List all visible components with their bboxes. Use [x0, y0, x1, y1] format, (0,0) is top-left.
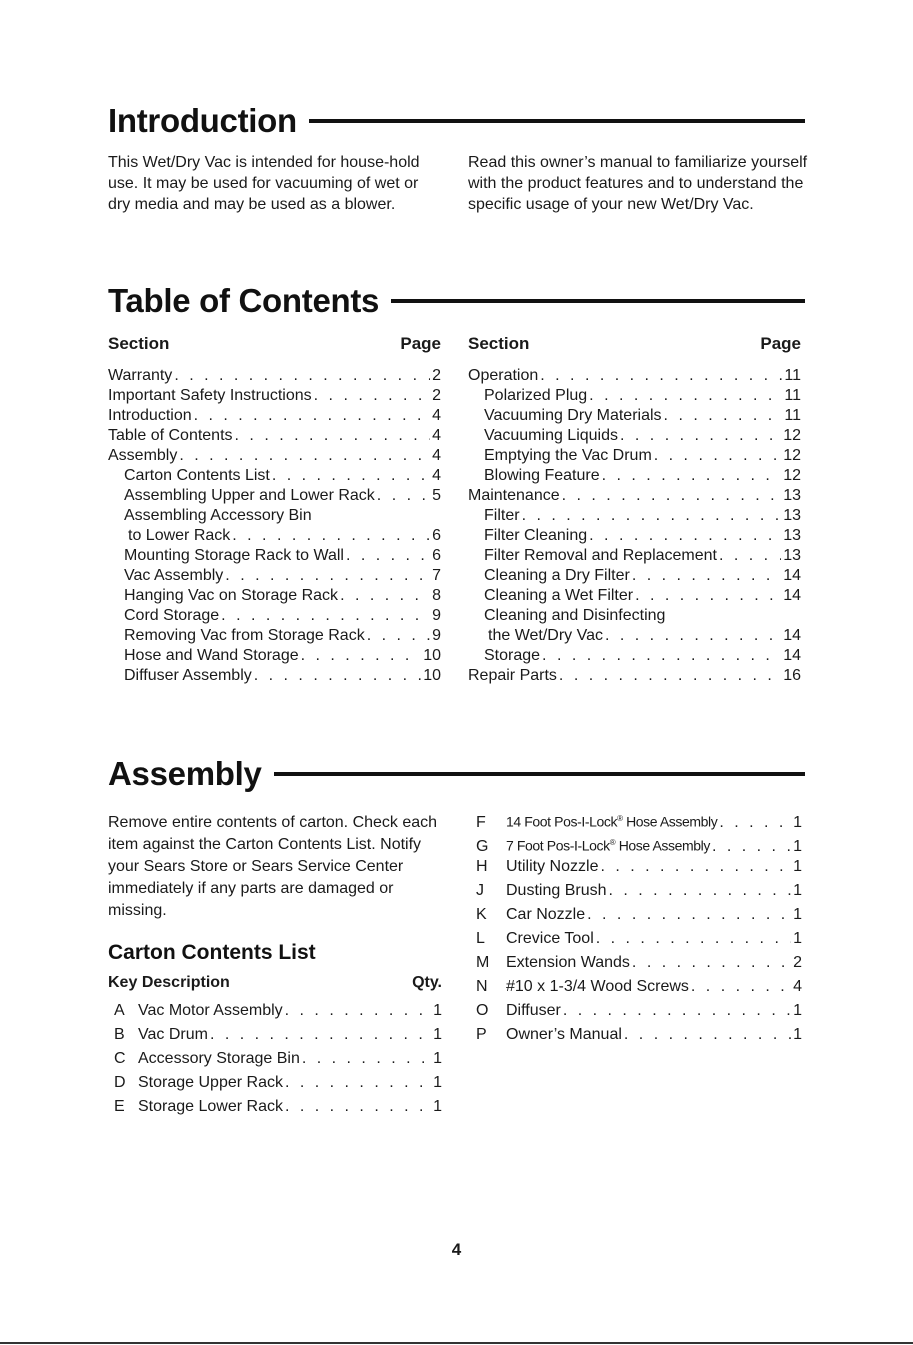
- toc-entry-title: Table of Contents: [108, 427, 233, 444]
- dot-leader: [562, 486, 782, 506]
- dot-leader: [194, 406, 430, 426]
- toc-entry-title: Vacuuming Liquids: [484, 427, 619, 444]
- toc-entry: [468, 546, 801, 566]
- toc-entry-page: 9: [432, 627, 441, 644]
- dot-leader: [174, 366, 430, 386]
- toc-entry-title: Operation: [468, 367, 539, 384]
- section-label: Section: [468, 334, 530, 353]
- toc-entry-page: 13: [783, 487, 801, 504]
- toc-entry: [108, 586, 441, 606]
- part-qty: 1: [793, 1002, 802, 1019]
- part-key: L: [476, 930, 485, 947]
- toc-entry-page: 11: [784, 407, 801, 424]
- dot-leader: [522, 506, 782, 526]
- part-description-text: Extension Wands: [506, 954, 630, 971]
- part-qty: 1: [793, 858, 802, 875]
- toc-entry-page: 9: [432, 607, 441, 624]
- toc-entry: [468, 606, 801, 626]
- toc-entry: [108, 366, 441, 386]
- dot-leader: [272, 466, 430, 486]
- part-qty: 1: [433, 1098, 442, 1115]
- toc-entry-page: 13: [783, 507, 801, 524]
- part-description: [506, 975, 689, 999]
- part-qty: 4: [793, 978, 802, 995]
- part-key: F: [476, 813, 486, 831]
- dot-leader: [367, 626, 430, 646]
- toc-entry-page: 12: [783, 427, 801, 444]
- part-qty: 1: [793, 837, 802, 855]
- part-qty: 1: [433, 1002, 442, 1019]
- toc-entry: [468, 566, 801, 586]
- part-description-text: Hose Assembly: [615, 837, 710, 854]
- assembly-title: Assembly: [108, 755, 262, 792]
- part-row: [476, 807, 802, 831]
- dot-leader: [285, 1071, 431, 1095]
- dot-leader: [624, 1023, 791, 1047]
- toc-column-header: [468, 334, 801, 354]
- part-row: [476, 951, 802, 975]
- part-row: [108, 1023, 442, 1047]
- introduction-left-text: This Wet/Dry Vac is intended for house-hold use. It may be used for vacuuming of wet or dry media and may be used as a blower.: [108, 154, 420, 213]
- toc-entry-title: Hanging Vac on Storage Rack: [124, 587, 339, 604]
- introduction-title: Introduction: [108, 102, 297, 139]
- toc-entry-page: 6: [432, 547, 441, 564]
- toc-entry-title: Warranty: [108, 367, 173, 384]
- dot-leader: [635, 586, 781, 606]
- part-key: B: [114, 1026, 125, 1043]
- part-description-text: 7 Foot Pos-I-Lock: [506, 837, 610, 854]
- dot-leader: [719, 811, 791, 835]
- dot-leader: [210, 1023, 431, 1047]
- key-label: Key: [108, 974, 138, 991]
- part-description-text: Car Nozzle: [506, 906, 586, 923]
- part-row: [108, 1071, 442, 1095]
- toc-entry-title: Hose and Wand Storage: [124, 647, 299, 664]
- dot-leader: [301, 646, 422, 666]
- toc-list-left: [108, 366, 441, 686]
- toc-entry-page: 4: [432, 467, 441, 484]
- dot-leader: [632, 566, 781, 586]
- part-description-text: 14 Foot Pos-I-Lock: [506, 813, 618, 830]
- part-key: K: [476, 906, 487, 923]
- toc-entry: [468, 666, 801, 686]
- description-label: Description: [141, 974, 230, 991]
- toc-entry-title: Cleaning and Disinfecting: [484, 607, 666, 624]
- dot-leader: [314, 386, 430, 406]
- toc-entry: [108, 606, 441, 626]
- registered-mark: ®: [609, 838, 616, 847]
- dot-leader: [654, 446, 781, 466]
- toc-entry: [108, 646, 441, 666]
- toc-entry-page: 14: [783, 587, 801, 604]
- key-description-header: [108, 974, 230, 992]
- part-description: [506, 903, 585, 927]
- part-description: [506, 1023, 622, 1047]
- part-row: [476, 975, 802, 999]
- toc-entry: [108, 406, 441, 426]
- toc-entry: [468, 506, 801, 526]
- part-description: [506, 855, 598, 879]
- dot-leader: [589, 526, 781, 546]
- registered-mark: ®: [617, 814, 623, 823]
- toc-entry-title: Cleaning a Dry Filter: [484, 567, 630, 584]
- toc-entry-page: 13: [783, 527, 801, 544]
- toc-entry: [468, 626, 801, 646]
- toc-entry-page: 12: [783, 447, 801, 464]
- toc-entry: [468, 426, 801, 446]
- part-row: [476, 903, 802, 927]
- toc-entry-title: Carton Contents List: [124, 467, 270, 484]
- toc-entry-title: Filter: [484, 507, 520, 524]
- dot-leader: [221, 606, 430, 626]
- toc-entry-page: 4: [432, 447, 441, 464]
- part-key: M: [476, 954, 490, 971]
- part-qty: 1: [793, 882, 802, 899]
- part-key: O: [476, 1002, 489, 1019]
- toc-entry-page: 8: [432, 587, 441, 604]
- toc-list-right: [468, 366, 801, 686]
- part-key: P: [476, 1026, 487, 1043]
- part-key: G: [476, 837, 489, 855]
- part-key: H: [476, 858, 488, 875]
- page-label: Page: [400, 334, 441, 353]
- part-key: D: [114, 1074, 126, 1091]
- carton-contents-title: Carton Contents List: [108, 941, 316, 964]
- dot-leader: [225, 566, 430, 586]
- part-description: [506, 831, 710, 858]
- dot-leader: [609, 879, 792, 903]
- dot-leader: [235, 426, 431, 446]
- part-description-text: Diffuser: [506, 1002, 561, 1019]
- toc-entry: [468, 486, 801, 506]
- heading-rule: [274, 772, 805, 776]
- dot-leader: [285, 999, 431, 1023]
- toc-title: Table of Contents: [108, 282, 380, 319]
- toc-entry: [108, 386, 441, 406]
- part-description-text: Crevice Tool: [506, 930, 594, 947]
- part-qty: 1: [793, 906, 802, 923]
- toc-column-header: [108, 334, 441, 354]
- toc-entry-title: Vacuuming Dry Materials: [484, 407, 662, 424]
- toc-entry-page: 2: [432, 367, 441, 384]
- part-key: N: [476, 978, 488, 995]
- toc-entry-title: Introduction: [108, 407, 192, 424]
- toc-entry: [108, 506, 441, 526]
- part-description-text: Dusting Brush: [506, 882, 607, 899]
- part-qty: 1: [433, 1074, 442, 1091]
- toc-entry-title: Maintenance: [468, 487, 560, 504]
- dot-leader: [596, 927, 791, 951]
- part-key: E: [114, 1098, 125, 1115]
- toc-entry-page: 2: [432, 387, 441, 404]
- parts-table-header: [108, 974, 442, 992]
- toc-entry-title: Important Safety Instructions: [108, 387, 312, 404]
- toc-entry: [468, 646, 801, 666]
- part-key: A: [114, 1002, 125, 1019]
- toc-entry: [108, 426, 441, 446]
- part-key: C: [114, 1050, 126, 1067]
- toc-heading: [108, 282, 805, 320]
- part-qty: 1: [793, 1026, 802, 1043]
- part-qty: 1: [793, 813, 802, 831]
- dot-leader: [589, 386, 782, 406]
- toc-entry-page: 7: [432, 567, 441, 584]
- toc-entry-title: Vac Assembly: [124, 567, 224, 584]
- part-row: [476, 879, 802, 903]
- toc-entry: [108, 546, 441, 566]
- toc-entry-title: Storage: [484, 647, 541, 664]
- dot-leader: [559, 666, 781, 686]
- toc-entry-page: 5: [432, 487, 441, 504]
- toc-entry-page: 14: [783, 567, 801, 584]
- bottom-rule: [0, 1342, 913, 1344]
- toc-entry: [108, 486, 441, 506]
- part-description: [506, 879, 607, 903]
- section-label: Section: [108, 334, 170, 353]
- part-description-text: Utility Nozzle: [506, 858, 599, 875]
- toc-entry: [468, 466, 801, 486]
- introduction-heading: [108, 102, 805, 140]
- dot-leader: [605, 626, 781, 646]
- dot-leader: [302, 1047, 431, 1071]
- dot-leader: [587, 903, 791, 927]
- introduction-right-text: Read this owner’s manual to familiarize yourself with the product features and to understand the specific usage of your new Wet/Dry Vac.: [468, 154, 808, 213]
- toc-entry-page: 6: [432, 527, 441, 544]
- dot-leader: [340, 586, 430, 606]
- dot-leader: [563, 999, 791, 1023]
- part-row: [108, 1095, 442, 1119]
- part-row: [476, 831, 802, 855]
- dot-leader: [602, 466, 782, 486]
- part-description: Storage Lower Rack: [138, 1098, 283, 1115]
- toc-entry: [468, 386, 801, 406]
- page-number: 4: [451, 1240, 462, 1259]
- toc-entry: [108, 526, 441, 546]
- dot-leader: [346, 546, 430, 566]
- part-key: J: [476, 882, 484, 899]
- toc-entry-title: Repair Parts: [468, 667, 557, 684]
- part-row: [476, 855, 802, 879]
- toc-entry: [468, 366, 801, 386]
- part-row: [476, 1023, 802, 1047]
- part-row: [108, 999, 442, 1023]
- dot-leader: [285, 1095, 431, 1119]
- toc-entry-title: Blowing Feature: [484, 467, 600, 484]
- toc-entry: [468, 406, 801, 426]
- part-qty: 2: [793, 954, 802, 971]
- toc-entry-page: 10: [423, 647, 441, 664]
- toc-entry-title: Filter Cleaning: [484, 527, 588, 544]
- toc-entry-title: Removing Vac from Storage Rack: [124, 627, 365, 644]
- toc-entry: [468, 446, 801, 466]
- toc-entry-title: Mounting Storage Rack to Wall: [124, 547, 344, 564]
- toc-entry: [468, 586, 801, 606]
- toc-entry-title: Assembling Accessory Bin: [124, 507, 312, 524]
- dot-leader: [632, 951, 791, 975]
- part-description: [506, 999, 561, 1023]
- toc-entry-title: Filter Removal and Replacement: [484, 547, 717, 564]
- part-description-text: Hose Assembly: [622, 813, 718, 830]
- dot-leader: [620, 426, 781, 446]
- toc-entry-title: Assembling Upper and Lower Rack: [124, 487, 375, 504]
- dot-leader: [254, 666, 421, 686]
- part-description: Accessory Storage Bin: [138, 1050, 300, 1067]
- toc-left-column: [108, 334, 441, 686]
- toc-entry: [468, 526, 801, 546]
- heading-rule: [309, 119, 805, 123]
- assembly-text: Remove entire contents of carton. Check each item against the Carton Contents List. Notify your Sears Store or Sears Service Center immediately if any parts are damaged or missing.: [108, 814, 438, 919]
- toc-entry-page: 14: [783, 627, 801, 644]
- toc-entry-page: 4: [432, 427, 441, 444]
- part-description: Vac Drum: [138, 1026, 208, 1043]
- toc-entry-title: Polarized Plug: [484, 387, 588, 404]
- toc-entry-title: Cleaning a Wet Filter: [484, 587, 634, 604]
- toc-entry-title: Diffuser Assembly: [124, 667, 252, 684]
- dot-leader: [540, 366, 782, 386]
- toc-entry-page: 11: [784, 367, 801, 384]
- part-description-text: Owner’s Manual: [506, 1026, 622, 1043]
- dot-leader: [542, 646, 781, 666]
- part-description-text: #10 x 1-3/4 Wood Screws: [506, 978, 689, 995]
- toc-entry-title: to Lower Rack: [128, 527, 231, 544]
- part-description: Vac Motor Assembly: [138, 1002, 283, 1019]
- part-description: [506, 807, 717, 834]
- dot-leader: [179, 446, 430, 466]
- parts-list-right: [476, 807, 802, 1047]
- dot-leader: [664, 406, 783, 426]
- part-description: Storage Upper Rack: [138, 1074, 283, 1091]
- toc-entry-title: Emptying the Vac Drum: [484, 447, 652, 464]
- part-description: [506, 951, 630, 975]
- toc-entry: [108, 666, 441, 686]
- part-row: [108, 1047, 442, 1071]
- dot-leader: [600, 855, 791, 879]
- toc-entry-title: Assembly: [108, 447, 178, 464]
- toc-entry-page: 12: [783, 467, 801, 484]
- part-description: [506, 927, 594, 951]
- dot-leader: [691, 975, 791, 999]
- toc-entry-page: 16: [783, 667, 801, 684]
- parts-list-left: [108, 999, 442, 1119]
- dot-leader: [232, 526, 430, 546]
- dot-leader: [719, 546, 781, 566]
- toc-entry-page: 14: [783, 647, 801, 664]
- toc-entry-page: 4: [432, 407, 441, 424]
- toc-entry: [108, 626, 441, 646]
- assembly-heading: [108, 755, 805, 793]
- part-row: [476, 999, 802, 1023]
- part-qty: 1: [793, 930, 802, 947]
- part-row: [476, 927, 802, 951]
- part-qty: 1: [433, 1026, 442, 1043]
- toc-entry: [108, 466, 441, 486]
- part-qty: 1: [433, 1050, 442, 1067]
- page-label: Page: [760, 334, 801, 353]
- toc-entry-title: the Wet/Dry Vac: [488, 627, 603, 644]
- toc-entry: [108, 566, 441, 586]
- toc-entry-title: Cord Storage: [124, 607, 220, 624]
- toc-entry: [108, 446, 441, 466]
- qty-label: Qty.: [412, 974, 442, 991]
- toc-right-column: [468, 334, 801, 686]
- toc-entry-page: 11: [784, 387, 801, 404]
- dot-leader: [377, 486, 430, 506]
- toc-entry-page: 13: [783, 547, 801, 564]
- toc-entry-page: 10: [423, 667, 441, 684]
- heading-rule: [391, 299, 805, 303]
